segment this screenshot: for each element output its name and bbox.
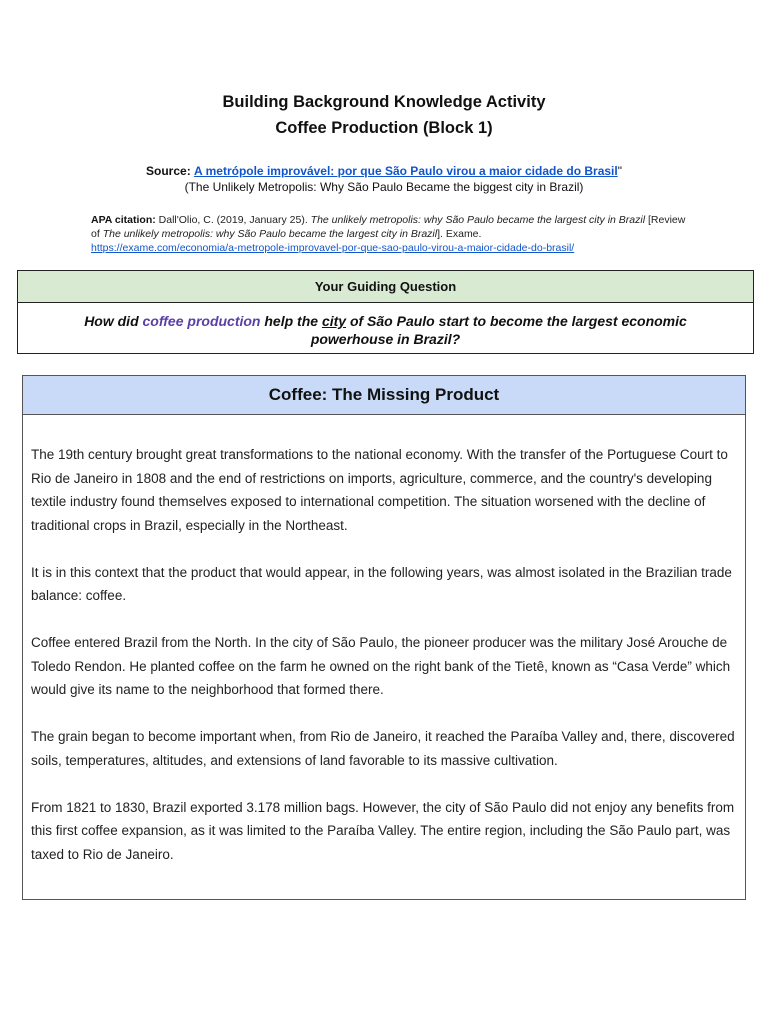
apa-url-link[interactable]: https://exame.com/economia/a-metropole-improvavel-por-que-sao-paulo-virou-a-maior-cidade-do-brasil/: [91, 242, 575, 254]
source-trailing-quote: ": [617, 164, 622, 178]
paragraph: From 1821 to 1830, Brazil exported 3.178 million bags. However, the city of São Paulo did not enjoy any benefits from this first coffee expansion, as it was limited to the Paraíba Valley. The entire region, including the São Paulo part, was taxed to Rio de Janeiro.: [31, 799, 735, 862]
apa-review-of: [Review of: [91, 214, 686, 240]
apa-label: APA citation:: [91, 214, 156, 226]
guiding-question-box: [17, 270, 754, 354]
paragraph: Coffee entered Brazil from the North. In the city of São Paulo, the pioneer producer was the military José Arouche de Toledo Rendon. He planted coffee on the farm he owned on the right bank of the Tietê, known as “Casa Verde” which would give its name to the neighborhood that formed there.: [31, 635, 731, 697]
question-part-3: of São Paulo start to become the largest economic powerhouse in Brazil?: [310, 313, 687, 347]
apa-publisher: ]. Exame.: [437, 228, 482, 240]
guiding-question-text: [18, 303, 753, 348]
paragraph: It is in this context that the product that would appear, in the following years, was almost isolated in the Brazilian trade balance: coffee.: [31, 564, 732, 603]
apa-author: Dall'Olio, C. (2019, January 25).: [155, 214, 311, 226]
apa-citation: [91, 213, 691, 255]
source-translation: (The Unlikely Metropolis: Why São Paulo Became the biggest city in Brazil): [184, 180, 584, 194]
page-subtitle: Coffee Production (Block 1): [275, 119, 493, 137]
question-underline: city: [321, 313, 347, 329]
question-part-1: How did: [84, 313, 143, 329]
section-heading: Coffee: The Missing Product: [23, 376, 745, 415]
apa-review-title: The unlikely metropolis: why São Paulo became the largest city in Brazil: [102, 228, 438, 240]
section-body: [23, 415, 745, 866]
guiding-question-heading: Your Guiding Question: [18, 271, 753, 303]
reading-section: [22, 375, 746, 900]
page-title: Building Background Knowledge Activity: [222, 93, 546, 111]
apa-title: The unlikely metropolis: why São Paulo became the largest city in Brazil: [310, 214, 646, 226]
source-label: Source:: [146, 164, 191, 178]
question-part-2: help the: [260, 313, 322, 329]
question-highlight: coffee production: [142, 313, 261, 329]
paragraph: The 19th century brought great transformations to the national economy. With the transfer of the Portuguese Court to Rio de Janeiro in 1808 and the end of restrictions on imports, agriculture, commerce, and the country's developing textile industry found themselves exposed to international competition. The situation worsened with the decline of traditional crops in Brazil, especially in the Northeast.: [31, 447, 728, 533]
source-link[interactable]: A metrópole improvável: por que São Paulo virou a maior cidade do Brasil: [194, 164, 618, 178]
source-line: [0, 164, 768, 178]
paragraph: The grain began to become important when, from Rio de Janeiro, it reached the Paraíba Valley and, there, discovered soils, temperatures, altitudes, and extensions of land favorable to its massive cultivation.: [31, 729, 735, 768]
